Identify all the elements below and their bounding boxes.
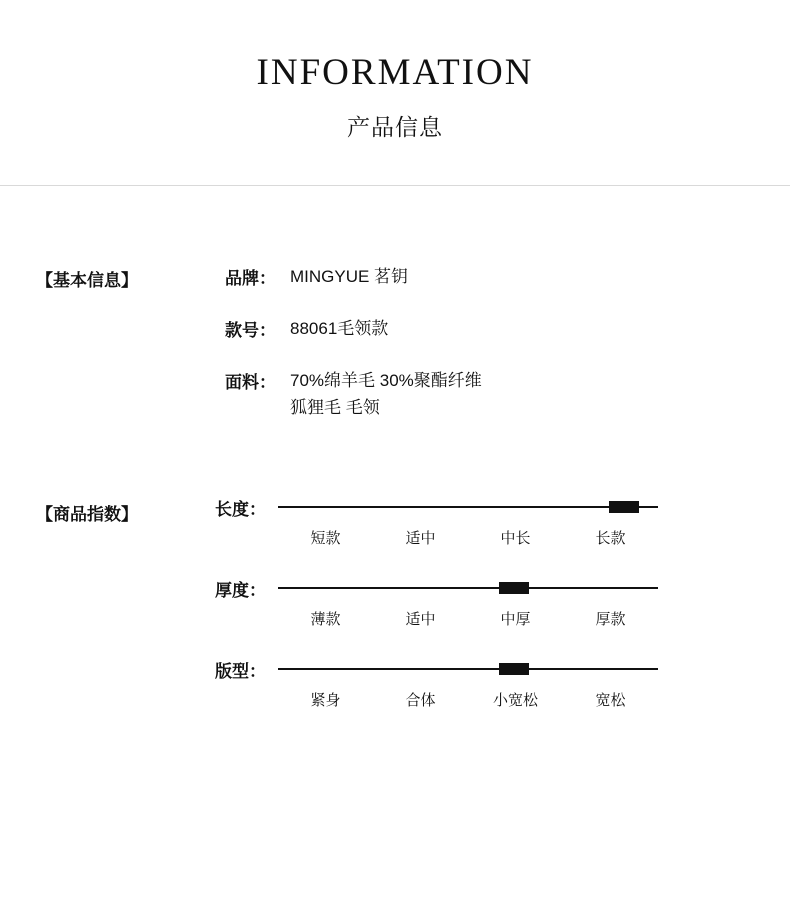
scale-tick: 短款 <box>310 529 341 547</box>
scale-fit-row <box>188 657 658 682</box>
scale-tick: 小宽松 <box>492 691 538 709</box>
scale-length-row <box>188 495 658 520</box>
scale-tick: 合体 <box>405 691 436 709</box>
info-value-line: 88061毛领款 <box>290 318 389 338</box>
scale-tick: 中长 <box>500 529 531 547</box>
info-value-line: 狐狸毛 毛领 <box>290 397 380 417</box>
scale-tick: 紧身 <box>310 691 341 709</box>
scale-thickness-ticks <box>278 608 658 629</box>
page-header <box>0 0 790 186</box>
basic-info-rows <box>188 264 482 421</box>
page-title: INFORMATION <box>256 52 534 93</box>
scale-fit <box>188 657 658 710</box>
info-value-style-no <box>290 316 388 342</box>
info-key-style-no: 款号： <box>225 320 276 340</box>
basic-info-label: 【基本信息】 <box>36 270 138 290</box>
scale-length-label: 长度： <box>215 499 266 519</box>
scale-length-marker <box>609 501 639 513</box>
scale-thickness-marker <box>499 582 529 594</box>
scale-fit-track <box>278 662 658 676</box>
scale-tick: 厚款 <box>595 610 626 628</box>
scale-thickness-row <box>188 576 658 601</box>
product-indices-section <box>0 495 790 710</box>
scale-tick: 宽松 <box>595 691 626 709</box>
scale-length <box>188 495 658 548</box>
info-row <box>188 264 482 290</box>
info-key-fabric: 面料： <box>225 373 276 393</box>
scale-fit-ticks <box>278 689 658 710</box>
scale-fit-marker <box>499 663 529 675</box>
header-divider <box>0 185 790 186</box>
scale-length-ticks <box>278 527 658 548</box>
info-row <box>188 368 482 421</box>
info-value-line: MINGYUE 茗钥 <box>290 266 409 286</box>
scale-track-line <box>278 587 658 589</box>
page-subtitle: 产品信息 <box>347 113 443 140</box>
basic-info-section <box>0 264 790 421</box>
scale-tick: 长款 <box>595 529 626 547</box>
scale-thickness-label: 厚度： <box>215 580 266 600</box>
scale-length-track <box>278 500 658 514</box>
scale-track-line <box>278 668 658 670</box>
info-value-brand <box>290 264 408 290</box>
info-value-fabric <box>290 368 482 421</box>
scale-tick: 适中 <box>405 529 436 547</box>
scale-tick: 适中 <box>405 610 436 628</box>
scale-fit-label: 版型： <box>215 661 266 681</box>
scale-tick: 薄款 <box>310 610 341 628</box>
scale-thickness <box>188 576 658 629</box>
scale-track-line <box>278 506 658 508</box>
info-value-line: 70%绵羊毛 30%聚酯纤维 <box>290 371 482 391</box>
info-key-brand: 品牌： <box>225 268 276 288</box>
info-row <box>188 316 482 342</box>
scale-tick: 中厚 <box>500 610 531 628</box>
product-indices-label: 【商品指数】 <box>36 504 138 524</box>
scales-group <box>188 495 658 710</box>
scale-thickness-track <box>278 581 658 595</box>
